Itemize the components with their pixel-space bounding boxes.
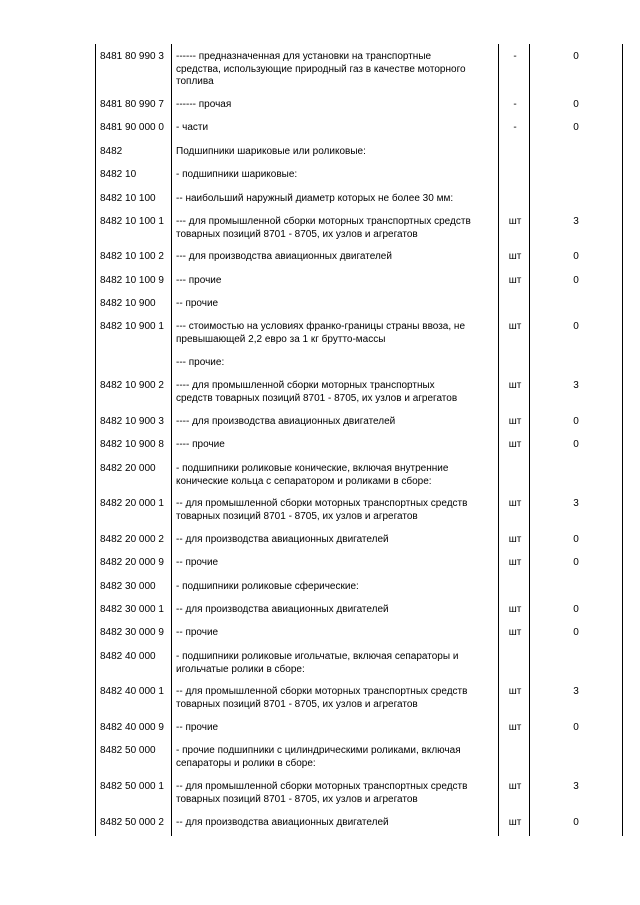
duty-rate: 0 — [573, 99, 579, 110]
description-line: превышающей 2,2 евро за 1 кг брутто-массы — [176, 333, 386, 345]
description-line: ---- для производства авиационных двигателей — [176, 416, 396, 427]
tariff-code: 8482 30 000 1 — [100, 604, 164, 615]
tariff-code: 8482 20 000 2 — [100, 534, 164, 545]
tariff-code: 8482 10 900 — [100, 298, 156, 309]
tariff-code: 8482 20 000 — [100, 463, 156, 474]
tariff-code: 8482 50 000 2 — [100, 817, 164, 828]
description-line: - подшипники шариковые: — [176, 169, 298, 180]
goods-description — [176, 275, 498, 288]
duty-rate: 0 — [573, 439, 579, 450]
unit-of-measure: шт — [508, 416, 522, 427]
tariff-code: 8482 30 000 9 — [100, 627, 164, 638]
tariff-code: 8482 20 000 1 — [100, 498, 164, 509]
description-line: -- для производства авиационных двигателей — [176, 534, 389, 545]
tariff-code: 8482 40 000 9 — [100, 722, 164, 733]
unit-of-measure: - — [513, 122, 517, 133]
tariff-code: 8482 40 000 1 — [100, 686, 164, 697]
duty-rate: 0 — [573, 557, 579, 568]
goods-description — [176, 534, 498, 547]
description-line: -- для промышленной сборки моторных транспортных средств — [176, 686, 468, 697]
goods-description — [176, 298, 498, 311]
description-line: -- для промышленной сборки моторных транспортных средств — [176, 498, 468, 509]
description-line: средств товарных позиций 8701 - 8705, их узлов и агрегатов — [176, 392, 458, 404]
description-line: товарных позиций 8701 - 8705, их узлов и агрегатов — [176, 510, 418, 522]
goods-description — [176, 745, 498, 770]
duty-rate: 0 — [573, 722, 579, 733]
description-line: - прочие подшипники с цилиндрическими роликами, включая — [176, 745, 461, 756]
description-line: --- прочие: — [176, 357, 225, 368]
goods-description — [176, 122, 498, 135]
goods-description — [176, 581, 498, 594]
description-line: ---- прочие — [176, 439, 225, 450]
description-line: --- прочие — [176, 275, 222, 286]
table-border-right — [622, 44, 623, 836]
goods-description — [176, 146, 498, 159]
description-line: -- для производства авиационных двигателей — [176, 604, 389, 615]
description-line: сепараторы и ролики в сборе: — [176, 757, 316, 769]
description-line: -- прочие — [176, 722, 219, 733]
duty-rate: 3 — [573, 216, 579, 227]
goods-description — [176, 251, 498, 264]
goods-description — [176, 439, 498, 452]
description-line: -- для производства авиационных двигателей — [176, 817, 389, 828]
tariff-code: 8482 10 900 8 — [100, 439, 164, 450]
duty-rate: 0 — [573, 416, 579, 427]
unit-of-measure: шт — [508, 817, 522, 828]
goods-description — [176, 169, 498, 182]
duty-rate: 0 — [573, 251, 579, 262]
tariff-code: 8482 10 100 2 — [100, 251, 164, 262]
duty-rate: 3 — [573, 380, 579, 391]
unit-of-measure: шт — [508, 498, 522, 509]
duty-rate: 0 — [573, 122, 579, 133]
goods-description — [176, 380, 498, 405]
description-line: ------ предназначенная для установки на транспортные — [176, 51, 432, 62]
description-line: игольчатые ролики в сборе: — [176, 663, 305, 675]
duty-rate: 0 — [573, 604, 579, 615]
duty-rate: 3 — [573, 781, 579, 792]
goods-description — [176, 686, 498, 711]
unit-of-measure: шт — [508, 604, 522, 615]
goods-description — [176, 321, 498, 346]
description-line: топлива — [176, 76, 214, 88]
tariff-code: 8482 10 100 — [100, 193, 156, 204]
description-line: - подшипники роликовые игольчатые, включая сепараторы и — [176, 651, 459, 662]
duty-rate: 0 — [573, 534, 579, 545]
unit-of-measure: шт — [508, 216, 522, 227]
goods-description — [176, 817, 498, 830]
unit-of-measure: шт — [508, 380, 522, 391]
goods-description — [176, 722, 498, 735]
goods-description — [176, 416, 498, 429]
tariff-code: 8482 40 000 — [100, 651, 156, 662]
description-line: конические кольца с сепаратором и роликами в сборе: — [176, 475, 432, 487]
goods-description — [176, 604, 498, 617]
tariff-code: 8482 10 100 9 — [100, 275, 164, 286]
unit-of-measure: - — [513, 99, 517, 110]
goods-description — [176, 557, 498, 570]
description-line: -- наибольший наружный диаметр которых не более 30 мм: — [176, 193, 454, 204]
table-border-left — [95, 44, 96, 836]
duty-rate: 0 — [573, 275, 579, 286]
goods-description — [176, 463, 498, 488]
tariff-code: 8481 80 990 3 — [100, 51, 164, 62]
description-line: товарных позиций 8701 - 8705, их узлов и агрегатов — [176, 698, 418, 710]
description-line: средства, использующие природный газ в качестве моторного — [176, 63, 466, 75]
description-line: - подшипники роликовые сферические: — [176, 581, 359, 592]
goods-description — [176, 51, 498, 89]
tariff-code: 8482 10 100 1 — [100, 216, 164, 227]
tariff-code: 8482 — [100, 146, 123, 157]
tariff-code: 8482 20 000 9 — [100, 557, 164, 568]
duty-rate: 0 — [573, 321, 579, 332]
description-line: --- для производства авиационных двигателей — [176, 251, 392, 262]
description-line: товарных позиций 8701 - 8705, их узлов и агрегатов — [176, 793, 418, 805]
tariff-code: 8482 10 900 3 — [100, 416, 164, 427]
tariff-code: 8482 10 900 2 — [100, 380, 164, 391]
unit-of-measure: шт — [508, 781, 522, 792]
duty-rate: 0 — [573, 51, 579, 62]
tariff-code: 8481 90 000 0 — [100, 122, 164, 133]
description-line: -- прочие — [176, 627, 219, 638]
description-line: товарных позиций 8701 - 8705, их узлов и агрегатов — [176, 228, 418, 240]
tariff-code: 8482 30 000 — [100, 581, 156, 592]
unit-of-measure: шт — [508, 722, 522, 733]
unit-of-measure: шт — [508, 686, 522, 697]
goods-description — [176, 651, 498, 676]
duty-rate: 3 — [573, 686, 579, 697]
description-line: --- стоимостью на условиях франко-границы страны ввоза, не — [176, 321, 466, 332]
duty-rate: 0 — [573, 627, 579, 638]
column-divider-code — [171, 44, 172, 836]
unit-of-measure: шт — [508, 275, 522, 286]
unit-of-measure: - — [513, 51, 517, 62]
duty-rate: 3 — [573, 498, 579, 509]
duty-rate: 0 — [573, 817, 579, 828]
tariff-code: 8482 50 000 — [100, 745, 156, 756]
goods-description — [176, 357, 498, 370]
description-line: --- для промышленной сборки моторных транспортных средств — [176, 216, 471, 227]
unit-of-measure: шт — [508, 534, 522, 545]
goods-description — [176, 193, 498, 206]
description-line: - части — [176, 122, 209, 133]
unit-of-measure: шт — [508, 251, 522, 262]
goods-description — [176, 99, 498, 112]
unit-of-measure: шт — [508, 439, 522, 450]
description-line: ---- для промышленной сборки моторных транспортных — [176, 380, 435, 391]
unit-of-measure: шт — [508, 627, 522, 638]
column-divider-description — [498, 44, 499, 836]
description-line: ------ прочая — [176, 99, 232, 110]
goods-description — [176, 216, 498, 241]
tariff-code: 8482 10 — [100, 169, 137, 180]
description-line: -- прочие — [176, 298, 219, 309]
description-line: - подшипники роликовые конические, включая внутренние — [176, 463, 449, 474]
description-line: -- прочие — [176, 557, 219, 568]
tariff-code: 8481 80 990 7 — [100, 99, 164, 110]
tariff-code: 8482 10 900 1 — [100, 321, 164, 332]
goods-description — [176, 627, 498, 640]
unit-of-measure: шт — [508, 321, 522, 332]
description-line: Подшипники шариковые или роликовые: — [176, 146, 366, 157]
tariff-code: 8482 50 000 1 — [100, 781, 164, 792]
description-line: -- для промышленной сборки моторных транспортных средств — [176, 781, 468, 792]
unit-of-measure: шт — [508, 557, 522, 568]
goods-description — [176, 498, 498, 523]
goods-description — [176, 781, 498, 806]
